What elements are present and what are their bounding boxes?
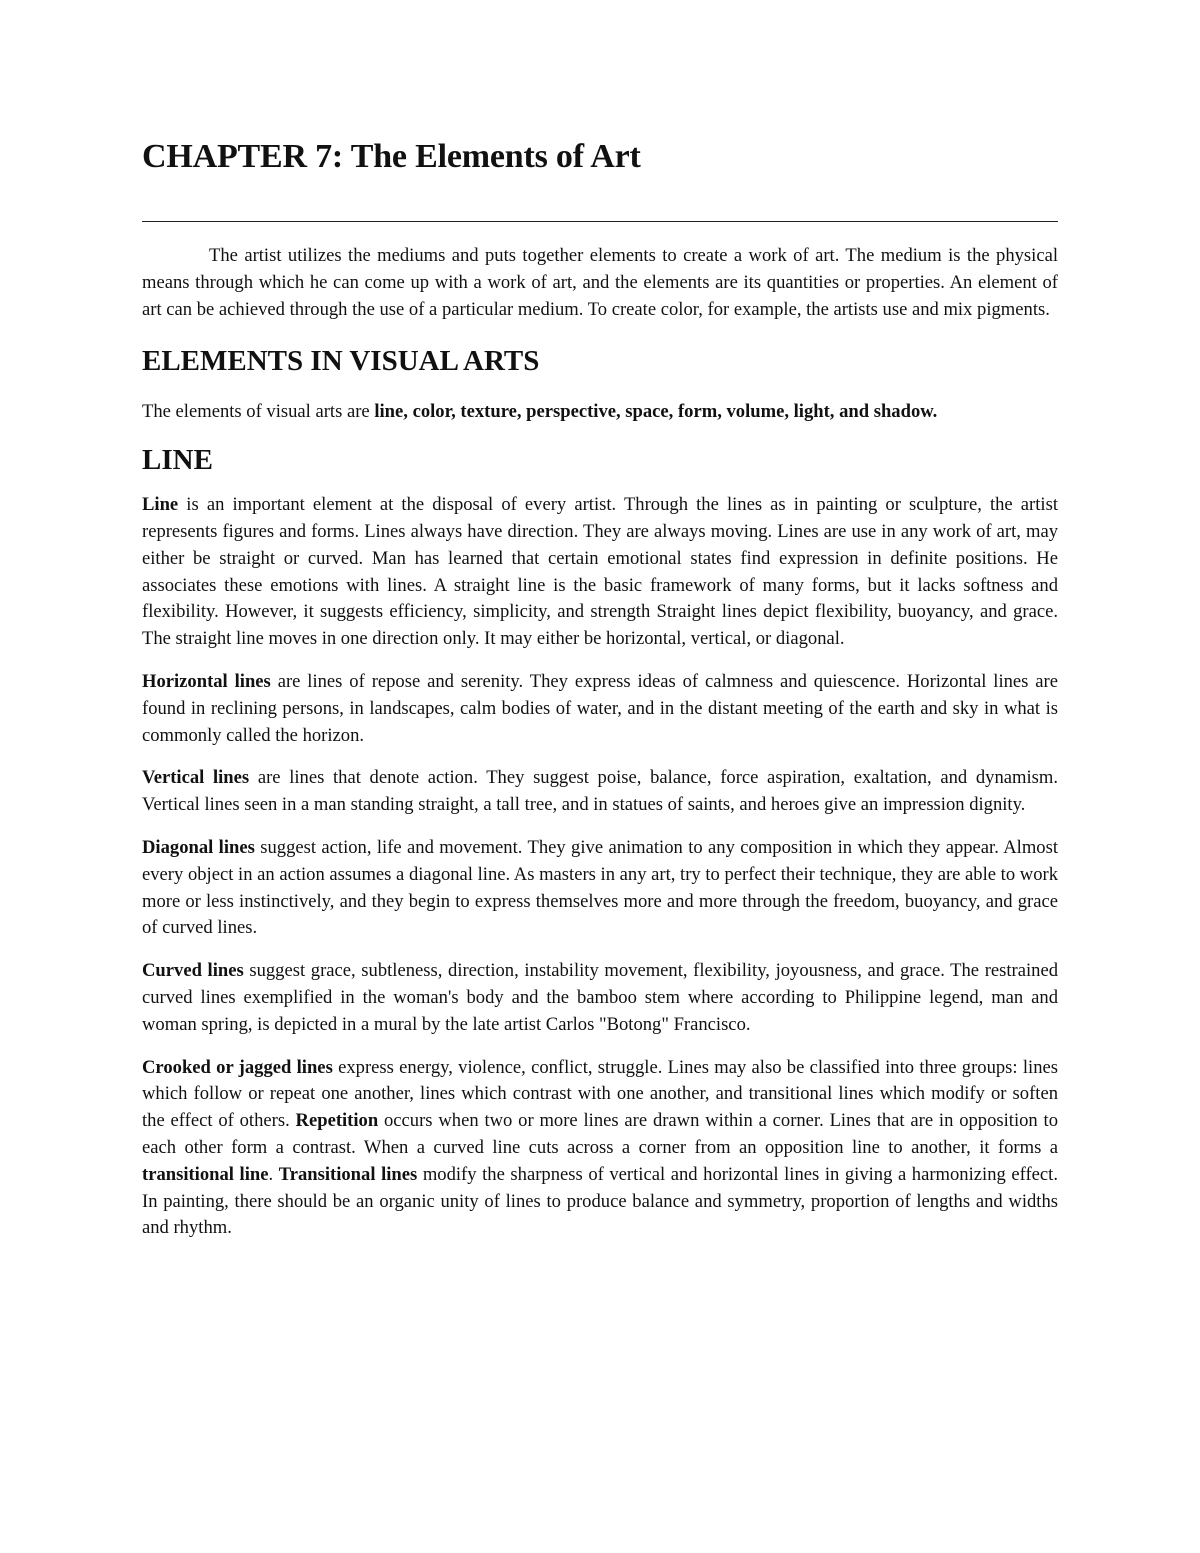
line-text: is an important element at the disposal of every artist. Through the lines as in painting or sculpture, the artist represents figures and forms. Lines always have direction. They are always moving. Lines are use in any work of art, may either be straight or curved. Man has learned that certain emotional states find expression in definite positions. He associates these emotions with lines. A straight line is the basic framework of many forms, but it lacks softness and flexibility. However, it suggests efficiency, simplicity, and strength Straight lines depict flexibility, buoyancy, and grace. The straight line moves in one direction only. It may either be horizontal, vertical, or diagonal. (142, 494, 1058, 650)
vertical-lines-term: Vertical lines (142, 767, 250, 789)
crooked-lines-text-1: express energy, violence, conflict, struggle. Lines may also be classified into three groups: lines which follow or repeat one another, lines which contrast with one another, and transitional lines which modify or soften the effect of others. (142, 1056, 1058, 1132)
transitional-line-term: transitional line (142, 1163, 269, 1185)
chapter-title: CHAPTER 7: The Elements of Art (142, 138, 641, 175)
diagonal-lines-term: Diagonal lines (142, 836, 255, 858)
vertical-lines-text: are lines that denote action. They suggest poise, balance, force aspiration, exaltation, and dynamism. Vertical lines seen in a man standing straight, a tall tree, and in statues of saints, and heroes give an impression dignity. (142, 767, 1058, 816)
vertical-lines-paragraph (142, 765, 1058, 819)
diagonal-lines-text: suggest action, life and movement. They give animation to any composition in which they appear. Almost every object in an action assumes a diagonal line. As masters in any art, try to perfect their technique, they are able to work more or less instinctively, and they begin to express themselves more and more through the freedom, buoyancy, and grace of curved lines. (142, 836, 1058, 939)
title-divider (142, 221, 1058, 222)
curved-lines-text: suggest grace, subtleness, direction, instability movement, flexibility, joyousness, and grace. The restrained curved lines exemplified in the woman's body and the bamboo stem where according to Philippine legend, man and woman spring, is depicted in a mural by the late artist Carlos "Botong" Francisco. (142, 960, 1058, 1035)
visual-arts-paragraph (142, 399, 1058, 426)
line-paragraph (142, 492, 1058, 653)
horizontal-lines-term: Horizontal lines (142, 670, 271, 692)
document-body (142, 243, 1058, 1258)
horizontal-lines-text: are lines of repose and serenity. They express ideas of calmness and quiescence. Horizontal lines are found in reclining persons, in landscapes, calm bodies of water, and in the distant meeting of the earth and sky in what is commonly called the horizon. (142, 670, 1058, 746)
period-mark: . (268, 1163, 274, 1185)
transitional-lines-term: Transitional lines (278, 1163, 418, 1185)
horizontal-lines-paragraph (142, 669, 1058, 749)
line-term: Line (142, 494, 179, 516)
curved-lines-term: Curved lines (142, 960, 244, 982)
curved-lines-paragraph (142, 958, 1058, 1038)
visual-arts-elements-list: line, color, texture, perspective, space, form, volume, light, and shadow. (374, 401, 938, 423)
crooked-lines-term: Crooked or jagged lines (142, 1056, 333, 1078)
intro-paragraph: The artist utilizes the mediums and puts together elements to create a work of art. The medium is the physical means through which he can come up with a work of art, and the elements are its quantities or properties. An element of art can be achieved through the use of a particular medium. To create color, for example, the artists use and mix pigments. (142, 245, 1058, 320)
diagonal-lines-paragraph (142, 835, 1058, 942)
repetition-term: Repetition (295, 1110, 379, 1132)
crooked-lines-text-2: occurs when two or more lines are drawn within a corner. Lines that are in opposition to each other form a contrast. When a curved line cuts across a corner from an opposition line to another, it forms a (142, 1110, 1058, 1158)
crooked-lines-paragraph (142, 1055, 1058, 1243)
section-heading-line: LINE (142, 444, 213, 477)
visual-arts-lead: The elements of visual arts are (142, 401, 375, 423)
section-heading-visual-arts: ELEMENTS IN VISUAL ARTS (142, 345, 540, 378)
crooked-lines-text-3: modify the sharpness of vertical and horizontal lines in giving a harmonizing effect. In painting, there should be an organic unity of lines to produce balance and symmetry, proportion of lengths and widths and rhythm. (142, 1163, 1058, 1239)
